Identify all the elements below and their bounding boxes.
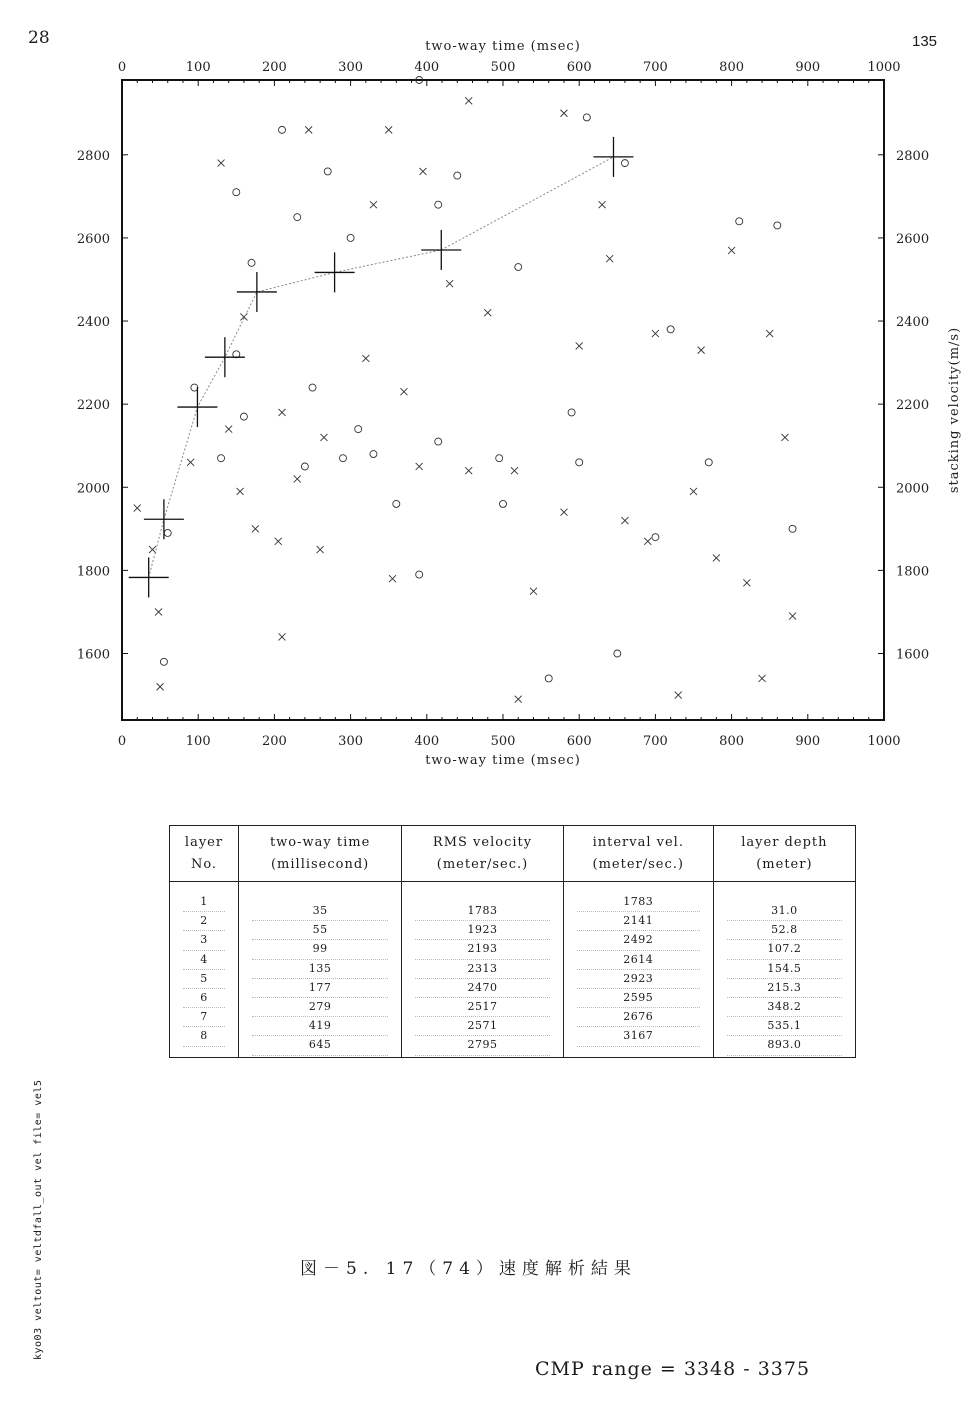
interval-vel-cell: 2595	[577, 989, 700, 1008]
two-way-time-cell: 419	[252, 1017, 388, 1036]
semblance-point-cross	[465, 467, 472, 474]
semblance-point-cross	[446, 280, 453, 287]
semblance-point-cross	[781, 434, 788, 441]
semblance-point-circle	[393, 500, 400, 507]
x-tick-label-top: 900	[795, 60, 821, 75]
semblance-point-cross	[187, 459, 194, 466]
semblance-point-cross	[279, 633, 286, 640]
x-tick-label-bottom: 700	[642, 734, 668, 749]
x-tick-label-bottom: 800	[719, 734, 745, 749]
semblance-point-circle	[667, 326, 674, 333]
x-tick-label-top: 700	[642, 60, 668, 75]
semblance-points	[134, 77, 796, 703]
semblance-point-cross	[599, 201, 606, 208]
cmp-range: CMP range = 3348 - 3375	[535, 1358, 811, 1380]
semblance-point-cross	[789, 613, 796, 620]
velocity-pick-line	[149, 157, 614, 578]
semblance-point-cross	[416, 463, 423, 470]
semblance-point-circle	[301, 463, 308, 470]
semblance-point-cross	[560, 509, 567, 516]
semblance-point-cross	[515, 696, 522, 703]
interval-vel-cell: 1783	[577, 893, 700, 912]
x-tick-label-bottom: 200	[261, 734, 287, 749]
rms-velocity-cell: 2470	[415, 979, 550, 998]
x-axis-label-bottom: two-way time (msec)	[425, 753, 581, 768]
interval-vel-cell: 2923	[577, 970, 700, 989]
y-tick-label-left: 2400	[76, 315, 110, 331]
y-tick-label-left: 2600	[76, 231, 110, 247]
semblance-point-cross	[675, 692, 682, 699]
x-tick-label-top: 100	[185, 60, 211, 75]
semblance-point-cross	[652, 330, 659, 337]
semblance-point-circle	[160, 658, 167, 665]
semblance-point-circle	[515, 264, 522, 271]
semblance-point-circle	[294, 214, 301, 221]
semblance-point-circle	[774, 222, 781, 229]
header-two-way-time: two-way time (millisecond)	[239, 826, 402, 882]
semblance-point-circle	[576, 459, 583, 466]
semblance-point-circle	[545, 675, 552, 682]
semblance-point-cross	[465, 97, 472, 104]
interval-vel-column	[565, 893, 712, 1047]
semblance-point-cross	[530, 588, 537, 595]
two-way-time-cell: 35	[252, 902, 388, 921]
layer-depth-cell: 535.1	[727, 1017, 842, 1036]
y-tick-label-left: 2200	[76, 398, 110, 414]
semblance-point-circle	[736, 218, 743, 225]
interval-vel-cell: 2141	[577, 912, 700, 931]
velocity-pick-marker	[144, 499, 184, 539]
semblance-point-cross	[320, 434, 327, 441]
header-layer-no: layer No.	[170, 826, 239, 882]
two-way-time-cell: 99	[252, 940, 388, 959]
semblance-point-circle	[435, 438, 442, 445]
velocity-pick-marker	[205, 337, 245, 377]
x-tick-label-top: 500	[490, 60, 516, 75]
semblance-point-cross	[621, 517, 628, 524]
side-file-label: kyo03 veltout= veltdfall_out vel file= vel5	[33, 1079, 44, 1360]
semblance-point-cross	[155, 608, 162, 615]
layer-no-cell: 1	[183, 893, 225, 912]
x-tick-label-top: 300	[338, 60, 364, 75]
semblance-point-circle	[621, 160, 628, 167]
velocity-pick-marker	[593, 137, 633, 177]
y-tick-label-right: 2400	[896, 315, 930, 331]
velocity-pick-marker	[421, 230, 461, 270]
semblance-point-cross	[511, 467, 518, 474]
semblance-point-circle	[164, 529, 171, 536]
semblance-point-cross	[606, 255, 613, 262]
semblance-point-cross	[690, 488, 697, 495]
two-way-time-cell: 177	[252, 979, 388, 998]
semblance-point-cross	[218, 160, 225, 167]
semblance-point-cross	[389, 575, 396, 582]
rms-velocity-cell: 1923	[415, 921, 550, 940]
semblance-point-cross	[294, 475, 301, 482]
semblance-point-cross	[698, 347, 705, 354]
semblance-point-cross	[225, 426, 232, 433]
interval-vel-cell: 2492	[577, 931, 700, 950]
semblance-point-circle	[652, 534, 659, 541]
two-way-time-cell: 135	[252, 960, 388, 979]
interval-vel-cell: 2676	[577, 1008, 700, 1027]
velocity-picks	[129, 137, 634, 598]
y-tick-label-right: 1600	[896, 647, 930, 663]
page-number-right: 135	[912, 33, 938, 50]
interval-vel-cell: 3167	[577, 1027, 700, 1046]
rms-velocity-cell: 2193	[415, 940, 550, 959]
semblance-point-cross	[279, 409, 286, 416]
x-tick-label-top: 1000	[867, 60, 901, 75]
x-tick-label-bottom: 900	[795, 734, 821, 749]
x-tick-label-top: 600	[566, 60, 592, 75]
layer-depth-cell: 893.0	[727, 1036, 842, 1055]
semblance-point-cross	[560, 110, 567, 117]
page-number-left: 28	[28, 28, 50, 48]
velocity-pick-marker	[177, 387, 217, 427]
layer-no-cell: 7	[183, 1008, 225, 1027]
x-axis-label-top: two-way time (msec)	[425, 39, 581, 54]
velocity-pick-marker	[315, 252, 355, 292]
header-interval-vel: interval vel. (meter/sec.)	[563, 826, 713, 882]
x-tick-label-bottom: 400	[414, 734, 440, 749]
semblance-point-cross	[713, 554, 720, 561]
semblance-point-cross	[759, 675, 766, 682]
velocity-pick-marker	[237, 272, 277, 312]
y-tick-label-right: 1800	[896, 564, 930, 580]
semblance-point-cross	[157, 683, 164, 690]
x-tick-label-bottom: 100	[185, 734, 211, 749]
semblance-point-circle	[370, 451, 377, 458]
layer-no-cell: 4	[183, 951, 225, 970]
semblance-point-cross	[362, 355, 369, 362]
y-tick-label-right: 2800	[896, 148, 930, 164]
rms-velocity-cell: 2517	[415, 998, 550, 1017]
semblance-point-circle	[435, 201, 442, 208]
semblance-point-cross	[305, 126, 312, 133]
rms-velocity-cell: 1783	[415, 902, 550, 921]
semblance-point-circle	[355, 426, 362, 433]
semblance-point-circle	[416, 571, 423, 578]
semblance-point-cross	[484, 309, 491, 316]
two-way-time-cell: 279	[252, 998, 388, 1017]
semblance-point-cross	[644, 538, 651, 545]
plot-frame	[122, 80, 884, 720]
axis-ticks	[77, 60, 929, 749]
semblance-point-circle	[583, 114, 590, 121]
layer-no-cell: 5	[183, 970, 225, 989]
semblance-point-cross	[419, 168, 426, 175]
y-axis-label-right: stacking velocity(m/s)	[947, 326, 962, 494]
semblance-point-circle	[279, 126, 286, 133]
two-way-time-cell: 55	[252, 921, 388, 940]
semblance-point-cross	[134, 505, 141, 512]
semblance-point-circle	[454, 172, 461, 179]
x-tick-label-bottom: 300	[338, 734, 364, 749]
layer-no-column	[171, 893, 237, 1047]
x-tick-label-bottom: 0	[117, 734, 127, 749]
x-tick-label-bottom: 500	[490, 734, 516, 749]
y-tick-label-left: 1600	[76, 647, 110, 663]
semblance-point-circle	[347, 234, 354, 241]
y-tick-label-left: 2000	[76, 481, 110, 497]
layer-no-cell: 2	[183, 912, 225, 931]
two-way-time-column	[240, 893, 400, 1056]
semblance-point-cross	[370, 201, 377, 208]
semblance-point-cross	[743, 579, 750, 586]
layer-table	[169, 825, 856, 1058]
y-tick-label-left: 2800	[76, 148, 110, 164]
semblance-point-circle	[324, 168, 331, 175]
header-layer-depth: layer depth (meter)	[713, 826, 855, 882]
layer-no-cell: 6	[183, 989, 225, 1008]
semblance-point-cross	[275, 538, 282, 545]
layer-depth-column	[715, 893, 854, 1056]
semblance-point-circle	[339, 455, 346, 462]
semblance-point-circle	[568, 409, 575, 416]
semblance-point-circle	[789, 525, 796, 532]
y-tick-label-right: 2000	[896, 481, 930, 497]
semblance-point-circle	[309, 384, 316, 391]
semblance-point-cross	[237, 488, 244, 495]
rms-velocity-cell: 2313	[415, 960, 550, 979]
semblance-point-cross	[317, 546, 324, 553]
rms-velocity-cell: 2571	[415, 1017, 550, 1036]
layer-depth-cell: 215.3	[727, 979, 842, 998]
layer-depth-cell: 52.8	[727, 921, 842, 940]
semblance-point-cross	[576, 342, 583, 349]
semblance-point-circle	[614, 650, 621, 657]
semblance-point-cross	[400, 388, 407, 395]
semblance-point-cross	[252, 525, 259, 532]
layer-depth-cell: 31.0	[727, 902, 842, 921]
layer-depth-cell: 154.5	[727, 960, 842, 979]
semblance-point-circle	[240, 413, 247, 420]
semblance-point-cross	[149, 546, 156, 553]
semblance-point-circle	[500, 500, 507, 507]
layer-no-cell: 3	[183, 931, 225, 950]
velocity-pick-marker	[129, 557, 169, 597]
semblance-point-circle	[496, 455, 503, 462]
x-tick-label-top: 400	[414, 60, 440, 75]
semblance-point-cross	[766, 330, 773, 337]
layer-depth-cell: 107.2	[727, 940, 842, 959]
semblance-point-circle	[233, 189, 240, 196]
y-tick-label-right: 2200	[896, 398, 930, 414]
semblance-point-cross	[728, 247, 735, 254]
y-tick-label-right: 2600	[896, 231, 930, 247]
x-tick-label-top: 200	[261, 60, 287, 75]
rms-velocity-cell: 2795	[415, 1036, 550, 1055]
y-tick-label-left: 1800	[76, 564, 110, 580]
layer-depth-cell: 348.2	[727, 998, 842, 1017]
semblance-point-circle	[248, 259, 255, 266]
x-tick-label-bottom: 1000	[867, 734, 901, 749]
x-tick-label-top: 0	[117, 60, 127, 75]
semblance-point-cross	[385, 126, 392, 133]
interval-vel-cell: 2614	[577, 951, 700, 970]
rms-velocity-column	[403, 893, 562, 1056]
semblance-point-circle	[705, 459, 712, 466]
header-rms-velocity: RMS velocity (meter/sec.)	[402, 826, 564, 882]
x-tick-label-top: 800	[719, 60, 745, 75]
two-way-time-cell: 645	[252, 1036, 388, 1055]
semblance-point-circle	[218, 455, 225, 462]
layer-no-cell: 8	[183, 1027, 225, 1046]
x-tick-label-bottom: 600	[566, 734, 592, 749]
figure-caption: 図－5. 17（74）速度解析結果	[300, 1259, 637, 1279]
